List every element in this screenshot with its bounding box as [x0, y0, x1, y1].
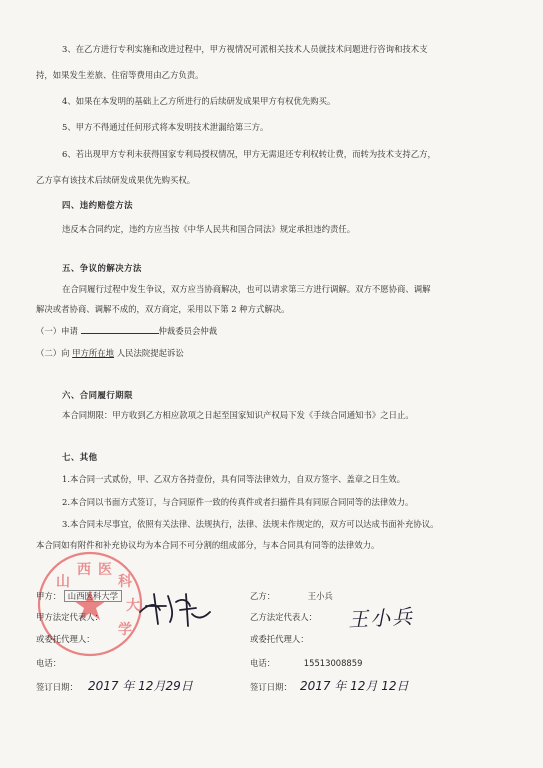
- party-b-phone-label: 电话：: [250, 658, 276, 668]
- option-2-place: 甲方所在地: [72, 348, 115, 358]
- option-2-prefix: （二）向: [36, 348, 70, 358]
- section-6-title: 六、合同履行期限: [62, 390, 133, 400]
- party-b-name: 王小兵: [307, 591, 333, 601]
- party-b-row: [250, 591, 333, 602]
- section-4-title: 四、违约赔偿方法: [62, 200, 133, 210]
- svg-text:学: 学: [118, 622, 132, 638]
- party-a-label: 甲方：: [36, 591, 62, 601]
- option-1-prefix: （一）申请: [36, 326, 78, 336]
- party-b-phone-row: [250, 658, 362, 669]
- party-a-date-value: 2017 年 12月29日: [88, 679, 193, 693]
- party-b-signature: 王小兵: [347, 604, 415, 632]
- section-5-option-1: [36, 325, 503, 337]
- section-7-item-1: 1.本合同一式贰份，甲、乙双方各持壹份，具有同等法律效力，自双方签字、盖章之日生效。: [62, 474, 405, 484]
- svg-text:医: 医: [98, 562, 112, 578]
- party-b-phone-value: 15513008859: [303, 658, 363, 668]
- section-7-title: 七、其他: [62, 452, 98, 462]
- party-a-row: [36, 591, 122, 602]
- arbitration-blank: [81, 325, 159, 334]
- clause-6-line-1: 6、若出现甲方专利未获得国家专利局授权情况，甲方无需退还专利权转让费，而转为技术支持乙方，: [62, 149, 436, 159]
- party-b-label: 乙方：: [250, 591, 276, 601]
- section-6-text: 本合同期限：甲方收到乙方相应款项之日起至国家知识产权局下发《手续合同通知书》之日止。: [62, 410, 414, 420]
- party-a-representative-label: 甲方法定代表人：: [36, 612, 103, 622]
- svg-text:西: 西: [77, 562, 91, 578]
- party-a-date-label: 签订日期：: [36, 682, 78, 692]
- party-b-date-label: 签订日期：: [250, 682, 292, 692]
- section-5-option-2: [36, 348, 503, 359]
- svg-text:山: 山: [56, 574, 70, 590]
- section-5-line-1: 在合同履行过程中发生争议，双方应当协商解决，也可以请求第三方进行调解。双方不愿协商、调解: [62, 284, 431, 294]
- party-b-date-value: 2017 年 12月 12日: [300, 679, 409, 693]
- clause-5: 5、甲方不得通过任何形式将本发明技术泄漏给第三方。: [62, 122, 269, 132]
- section-5-title: 五、争议的解决方法: [62, 263, 142, 273]
- party-a-agent-label: 或委托代理人：: [36, 634, 95, 644]
- option-2-suffix: 人民法院提起诉讼: [116, 348, 184, 358]
- section-7-closing: 本合同如有附件和补充协议均为本合同不可分割的组成部分，与本合同具有同等的法律效力。: [36, 540, 380, 550]
- svg-text:大: 大: [126, 598, 140, 614]
- option-1-suffix: 仲裁委员会仲裁: [158, 326, 218, 336]
- section-7-item-2: 2.本合同以书面方式签订，与合同原件一致的传真件或者扫描件具有同原合同同等的法律效力。: [62, 497, 414, 507]
- party-b-representative-label: 乙方法定代表人：: [250, 612, 317, 622]
- section-5-line-2: 解决或者协商、调解不成的，双方商定，采用以下第 2 种方式解决。: [36, 304, 290, 314]
- party-a-name: 山西医科大学: [64, 590, 122, 602]
- party-a-phone-label: 电话：: [36, 658, 62, 668]
- clause-3-line-1: 3、在乙方进行专利实施和改进过程中，甲方视情况可派相关技术人员就技术问题进行咨询和技术支: [62, 44, 428, 54]
- party-b-agent-label: 或委托代理人：: [250, 634, 309, 644]
- clause-3-line-2: 持，如果发生差旅、住宿等费用由乙方负责。: [36, 70, 204, 80]
- section-7-item-3: 3.本合同未尽事宜，依照有关法律、法规执行，法律、法规未作规定的，双方可以达成书面补充协议。: [62, 519, 439, 529]
- clause-6-line-2: 乙方享有该技术后续研发成果优先购买权。: [36, 175, 196, 185]
- party-a-signature: [136, 584, 214, 630]
- svg-text:科: 科: [118, 574, 132, 590]
- clause-4: 4、如果在本发明的基础上乙方所进行的后续研发成果甲方有权优先购买。: [62, 96, 336, 106]
- section-4-text: 违反本合同约定，违约方应当按《中华人民共和国合同法》规定承担违约责任。: [62, 224, 356, 234]
